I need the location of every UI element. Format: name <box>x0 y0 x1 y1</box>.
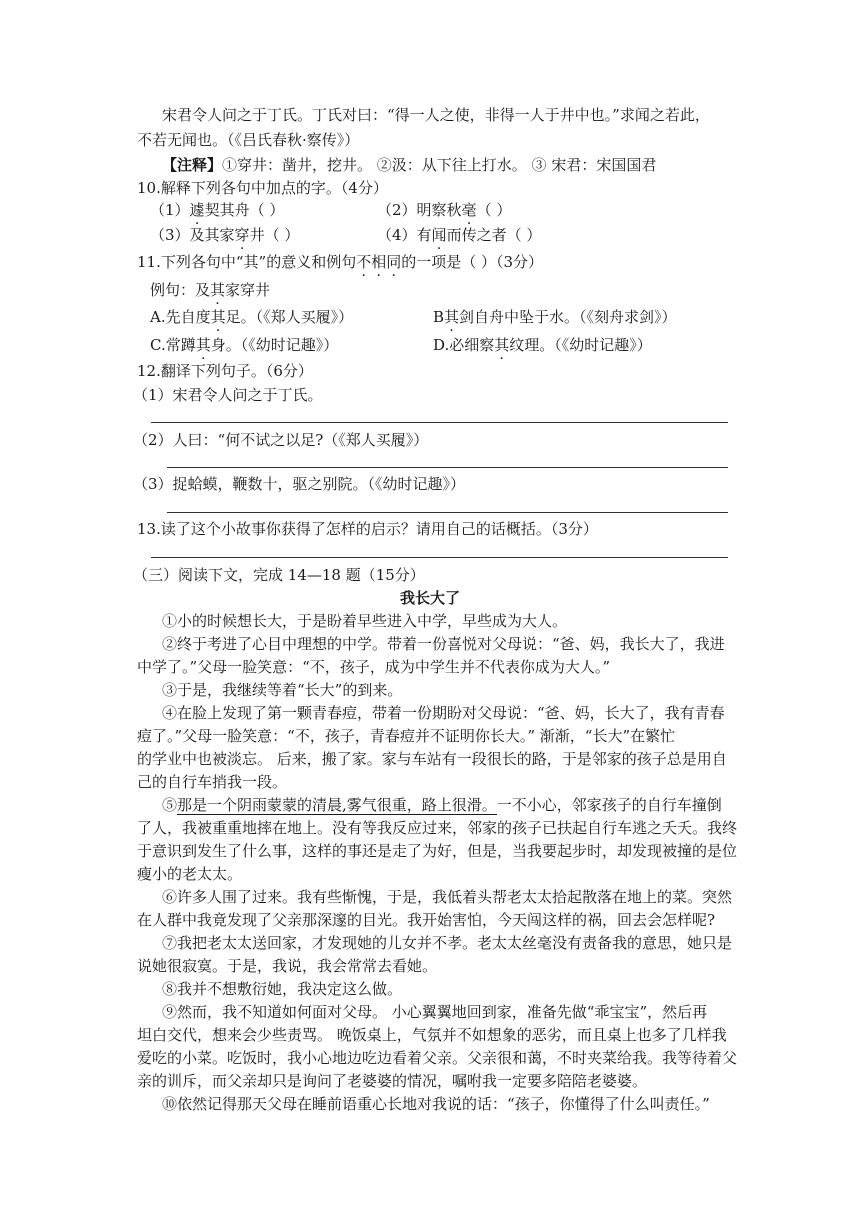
question-12-stem: 12.翻译下列句子。（6分） <box>137 362 313 380</box>
article-line: 爱吃的小菜。吃饭时，我小心地边吃边看着父亲。父亲很和蔼，不时夹菜给我。我等待着父 <box>137 1049 738 1067</box>
q10-item-2: （2）明察秋毫（ ） <box>377 201 512 219</box>
q11-option-c: C.常蹲其身。（《幼时记趣》） <box>150 336 339 354</box>
article-line: 己的自行车捎我一段。 <box>137 773 288 791</box>
article-line: ⑦我把老太太送回家，才发现她的儿女并不孝。老太太丝毫没有责备我的意思，她只是 <box>162 934 733 952</box>
q12-sentence-1: （1）宋君令人问之于丁氏。 <box>133 386 323 404</box>
answer-line[interactable] <box>167 467 728 468</box>
article-line: 坦白交代，想来会少些责骂。 晚饭桌上，气氛并不如想象的恶劣，而且桌上也多了几样我 <box>137 1026 727 1044</box>
article-line: 痘了。”父母一脸笑意：“不，孩子，青春痘并不证明你长大。” 渐渐，“长大”在繁忙 <box>137 727 676 745</box>
article-line: ①小的时候想长大，于是盼着早些进入中学，早些成为大人。 <box>162 612 568 630</box>
article-line: ②终于考进了心目中理想的中学。带着一份喜悦对父母说：“爸、妈，我长大了，我进 <box>162 635 725 653</box>
article-line: 的学业中也被淡忘。 后来，搬了家。家与车站有一段很长的路，于是邻家的孩子总是用自 <box>137 750 727 768</box>
article-line: 在人群中我竟发现了父亲那深邃的目光。我开始害怕，今天闯这样的祸，回去会怎样呢? <box>137 911 716 929</box>
dotted-char: 闻 <box>431 226 447 244</box>
note-label: 【注释】 <box>162 156 223 174</box>
article-line: ⑨然而，我不知道如何面对父母。 小心翼翼地回到家，准备先做“乖宝宝”，然后再 <box>162 1003 708 1021</box>
article-line: 瘦小的老太太。 <box>137 865 243 883</box>
article-line: ④在脸上发现了第一颗青春痘，带着一份期盼对父母说：“爸、妈，长大了，我有青春 <box>162 704 725 722</box>
answer-line[interactable] <box>151 557 728 558</box>
article-line: ③于是，我继续等着“长大”的到来。 <box>162 681 403 699</box>
dotted-char: 遽 <box>189 201 205 219</box>
q10-item-3: （3）及其家穿井（ ） <box>150 226 300 244</box>
section-3-heading: （三）阅读下文，完成 14—18 题（15分） <box>133 566 425 584</box>
annotation-note <box>162 154 656 176</box>
q11-example: 例句：及其家穿井 <box>150 281 271 299</box>
article-line: 于意识到发生了什么事，这样的事还是走了为好，但是，当我要起步时，却发现被撞的是位 <box>137 842 738 860</box>
article-line: 说她很寂寞。于是，我说，我会常常去看她。 <box>137 957 438 975</box>
note-text: ①穿井：凿井，挖井。 ②汲：从下往上打水。 ③ 宋君：宋国国君 <box>222 156 657 174</box>
article-line: ⑥许多人围了过来。我有些惭愧，于是，我低着头帮老太太拾起散落在地上的菜。突然 <box>162 888 733 906</box>
answer-line[interactable] <box>151 422 728 423</box>
passage-line: 不若无闻也。（《吕氏春秋·察传》） <box>137 131 360 149</box>
answer-line[interactable] <box>167 512 728 513</box>
q11-option-b: B其剑自舟中坠于水。（《刻舟求剑》） <box>433 308 677 326</box>
article-line: 了人，我被重重地摔在地上。没有等我反应过来，邻家的孩子已扶起自行车逃之夭夭。我终 <box>137 819 738 837</box>
article-title: 我长大了 <box>399 589 460 607</box>
question-10-stem: 10.解释下列各句中加点的字。（4分） <box>137 179 388 197</box>
underlined-sentence: 那是一个阴雨蒙蒙的清晨,雾气很重，路上很滑。 <box>177 796 497 814</box>
question-11-stem: 11.下列各句中“其”的意义和例句不相同的一项是（ ）（3分） <box>137 253 544 271</box>
article-line: ⑧我并不想敷衍她，我决定这么做。 <box>162 980 403 998</box>
q11-option-d: D.必细察其纹理。（《幼时记趣》） <box>433 336 652 354</box>
passage-line: 宋君令人问之于丁氏。丁氏对曰：“得一人之使，非得一人于井中也。”求闻之若此， <box>162 106 710 124</box>
q12-sentence-3: （3）捉蛤蟆，鞭数十，驱之别院。（《幼时记趣》） <box>133 475 466 493</box>
q12-sentence-2: （2）人曰：“何不试之以足?（《郑人买履》） <box>133 431 429 449</box>
article-line: ⑩依然记得那天父母在睡前语重心长地对我说的话：“孩子，你懂得了什么叫责任。” <box>162 1095 710 1113</box>
q10-item-1: （1）遽契其舟（ ） <box>150 201 285 219</box>
dotted-char: 穿 <box>234 226 250 244</box>
dotted-char: 毫 <box>461 201 477 219</box>
q11-option-a: A.先自度其足。（《郑人买履》） <box>150 308 354 326</box>
article-line: 亲的训斥，而父亲却只是询问了老婆婆的情况，嘱咐我一定要多陪陪老婆婆。 <box>137 1072 648 1090</box>
article-line: ⑤那是一个阴雨蒙蒙的清晨,雾气很重，路上很滑。一不小心，邻家孩子的自行车撞倒 <box>162 796 722 814</box>
question-13-stem: 13.读了这个小故事你获得了怎样的启示？请用自己的话概括。（3分） <box>137 520 598 538</box>
q10-item-4: （4）有闻而传之者（ ） <box>377 226 542 244</box>
article-line: 中学了。”父母一脸笑意：“不，孩子，成为中学生并不代表你成为大人。” <box>137 658 611 676</box>
